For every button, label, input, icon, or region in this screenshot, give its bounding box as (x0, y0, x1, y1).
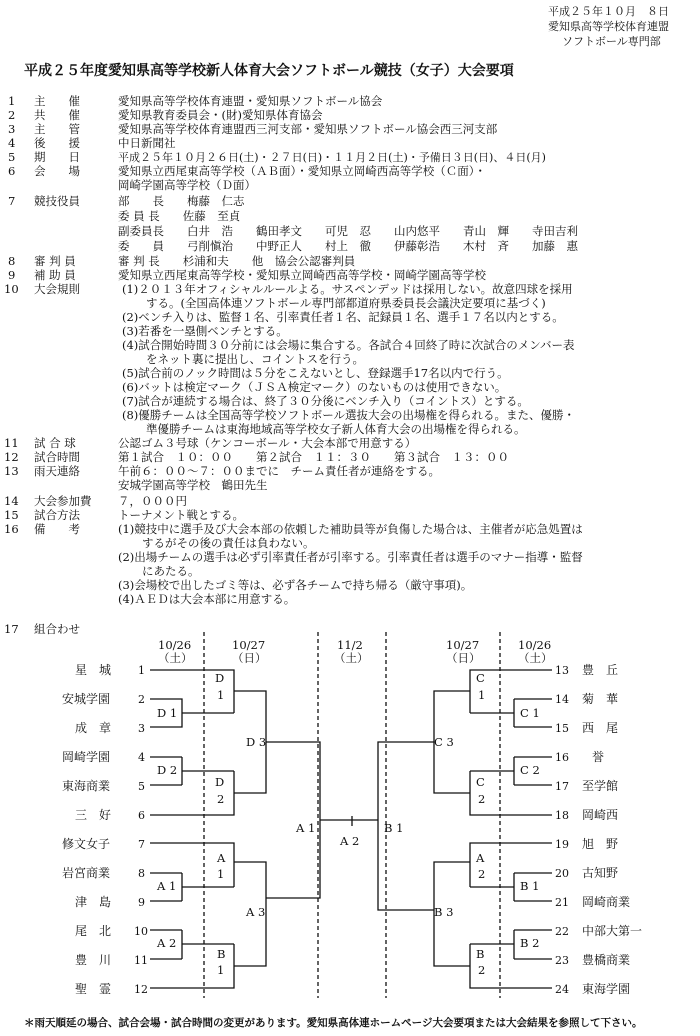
section-num: 15 (4, 508, 19, 522)
match-label: 2 (217, 792, 225, 806)
team-name: 東海商業 (62, 779, 111, 793)
match-label: D 3 (246, 735, 267, 749)
header-date: 平成２５年１０月 ８日 (548, 5, 669, 18)
team-seed: 13 (555, 664, 569, 677)
match-label: 1 (217, 867, 225, 881)
team-seed: 14 (555, 693, 569, 706)
section-text: 愛知県教育委員会・(財)愛知県体育協会 (118, 108, 323, 122)
match-label: B (476, 947, 485, 961)
date-label: 11/2 (337, 638, 363, 652)
section-num: 17 (4, 622, 19, 636)
team-name: 古知野 (582, 866, 619, 880)
section-num: 10 (4, 282, 19, 296)
day-label: （日） (446, 651, 481, 665)
note-line: (2)出場チームの選手は必ず引率責任者が引率する。引率責任者は選手のマナー指導・監督 (118, 550, 583, 564)
section-num: 13 (4, 464, 19, 478)
section-text: 岡崎学園高等学校（Ｄ面） (118, 178, 256, 192)
match-label: D 2 (157, 763, 178, 777)
team-seed: 3 (138, 722, 145, 735)
team-seed: 20 (555, 867, 569, 880)
team-seed: 24 (555, 983, 569, 996)
team-seed: 1 (138, 664, 145, 677)
section-label: 備 考 (34, 522, 80, 536)
match-label: C 2 (520, 763, 540, 777)
date-label: 10/26 (518, 638, 552, 652)
team-name: 至学館 (582, 779, 619, 793)
section-label: 補 助 員 (34, 268, 76, 282)
section-num: 7 (8, 194, 16, 208)
team-name: 岩宮商業 (62, 866, 111, 880)
section-num: 16 (4, 522, 19, 536)
section-text: 公認ゴム３号球（ケンコーボール・大会本部で用意する） (118, 436, 417, 450)
team-name: 岡崎商業 (582, 895, 631, 909)
match-label: A (217, 851, 226, 865)
match-label: C 1 (520, 706, 540, 720)
day-label: （日） (232, 651, 267, 665)
section-num: 8 (8, 254, 16, 268)
team-seed: 6 (138, 809, 145, 822)
section-label: 競技役員 (34, 194, 80, 208)
section-text: 平成２５年１０月２６日(土)・２７日(日)・１１月２日(土)・予備日３日(日)、４日(月) (118, 151, 546, 164)
section-label: 試 合 球 (34, 436, 76, 450)
team-name: 修文女子 (62, 837, 111, 851)
section-text: 愛知県立西尾東高等学校（ＡＢ面）・愛知県立岡崎西高等学校（Ｃ面）・ (118, 164, 486, 178)
team-seed: 15 (555, 722, 569, 735)
match-label: 2 (478, 792, 486, 806)
section-label: 後 援 (34, 136, 80, 150)
team-name: 豊 丘 (582, 663, 619, 677)
section-label: 試合時間 (34, 450, 80, 464)
section-num: 12 (4, 450, 19, 464)
section-label: 雨天連絡 (34, 464, 80, 478)
header-org1: 愛知県高等学校体育連盟 (548, 20, 669, 33)
team-name: 成 章 (75, 721, 112, 735)
section-label: 大会規則 (34, 282, 80, 296)
section-label: 主 催 (34, 94, 80, 108)
section-text: 午前６：００～７：００までに チーム責任者が連絡をする。 (118, 464, 440, 478)
note-line: (3)会場校で出したゴミ等は、必ず各チームで持ち帰る（厳守事項)。 (118, 578, 473, 592)
match-label: D (215, 671, 225, 685)
team-seed: 7 (138, 838, 145, 851)
section-label: 試合方法 (34, 508, 80, 522)
team-name: 星 城 (75, 663, 112, 677)
section-num: 9 (8, 268, 16, 282)
section-text: 愛知県高等学校体育連盟西三河支部・愛知県ソフトボール協会西三河支部 (118, 122, 498, 136)
team-name: 津 島 (75, 895, 112, 909)
match-label: A 1 (157, 879, 177, 893)
section-num: 14 (4, 494, 19, 508)
match-label: A 2 (157, 936, 177, 950)
section-label: 審 判 員 (34, 254, 76, 268)
section-text: 愛知県立西尾東高等学校・愛知県立岡崎西高等学校・岡崎学園高等学校 (118, 268, 486, 282)
section-num: 3 (8, 122, 16, 136)
team-name: 西 尾 (582, 721, 619, 735)
match-label: C (476, 671, 485, 685)
match-label: C 3 (434, 735, 454, 749)
rule-line: (2)ベンチ入りは、監督１名、引率責任者１名、記録員１名、選手１７名以内とする。 (122, 310, 564, 324)
rule-line: する。(全国高体連ソフトボール専門部都道府県委員長会議決定要項に基づく) (146, 296, 546, 310)
team-seed: 19 (555, 838, 569, 851)
rule-line: (8)優勝チームは全国高等学校ソフトボール選抜大会の出場権を得られる。また、優勝・ (122, 408, 576, 422)
match-label: 1 (478, 688, 486, 702)
match-label: B 1 (384, 821, 404, 835)
team-seed: 5 (138, 780, 145, 793)
section-text: 愛知県高等学校体育連盟・愛知県ソフトボール協会 (118, 94, 383, 108)
match-label: B (217, 947, 226, 961)
note-line: にあたる。 (142, 564, 200, 578)
match-label: 1 (217, 963, 225, 977)
team-name: 尾 北 (75, 924, 112, 938)
team-seed: 4 (138, 751, 145, 764)
rule-line: (6)バットは検定マーク（ＪＳＡ検定マーク）のないものは使用できない。 (122, 380, 507, 394)
team-name: 豊橋商業 (582, 953, 631, 967)
date-label: 10/27 (232, 638, 266, 652)
day-label: （土） (518, 651, 553, 665)
team-seed: 18 (555, 809, 569, 822)
team-seed: 23 (555, 954, 569, 967)
match-label: A 3 (246, 905, 266, 919)
team-seed: 9 (138, 896, 145, 909)
officials-row: 部 長 梅藤 仁志 (118, 194, 245, 208)
team-name: 中部大第一 (582, 924, 643, 938)
section-label: 期 日 (34, 150, 80, 164)
team-name: 三 好 (75, 808, 112, 822)
section-num: 1 (8, 94, 16, 108)
team-name: 菊 華 (582, 692, 619, 706)
section-num: 6 (8, 164, 16, 178)
match-label: A 1 (296, 821, 316, 835)
rule-line: (7)試合が連続する場合は、終了３０分後にベンチ入り（コイントス）とする。 (122, 394, 529, 408)
officials-row: 委 員 長 佐藤 至貞 (118, 209, 241, 223)
section-label: 組合わせ (34, 622, 80, 636)
section-num: 5 (8, 150, 16, 164)
team-seed: 22 (555, 925, 569, 938)
match-label: D 1 (157, 706, 178, 720)
team-seed: 17 (555, 780, 569, 793)
section-label: 会 場 (34, 164, 80, 178)
day-label: （土） (158, 651, 193, 665)
page-title: 平成２５年度愛知県高等学校新人体育大会ソフトボール競技（女子）大会要項 (24, 63, 514, 79)
section-num: 11 (4, 436, 19, 450)
match-label: D (215, 775, 225, 789)
team-seed: 12 (134, 983, 148, 996)
team-name: 豊 川 (75, 953, 112, 967)
rule-line: をネット裏に提出し、コイントスを行う。 (146, 352, 365, 366)
team-seed: 11 (134, 954, 148, 967)
section-text: ７，０００円 (118, 494, 187, 508)
date-label: 10/26 (158, 638, 192, 652)
match-label: A 2 (340, 834, 360, 848)
team-seed: 2 (138, 693, 145, 706)
date-label: 10/27 (446, 638, 480, 652)
footnote: ＊雨天順延の場合、試合会場・試合時間の変更があります。愛知県高体連ホームページ大会要項または大会結果を参照して下さい。 (24, 1017, 643, 1029)
note-line: (4)ＡＥＤは大会本部に用意する。 (118, 592, 296, 606)
team-name: 旭 野 (582, 837, 619, 851)
rule-line: 準優勝チームは東海地域高等学校女子新人体育大会の出場権を得られる。 (146, 422, 526, 436)
match-label: B 1 (520, 879, 540, 893)
bracket-lines (0, 620, 700, 1000)
officials-row: 副委員長 白井 浩 鶴田孝文 可児 忍 山内悠平 青山 輝 寺田吉利 (118, 224, 578, 238)
team-seed: 8 (138, 867, 145, 880)
section-label: 共 催 (34, 108, 80, 122)
header-org2: ソフトボール専門部 (562, 35, 661, 48)
rule-line: (4)試合開始時間３０分前には会場に集合する。各試合４回終了時に次試合のメンバー表 (122, 338, 575, 352)
match-label: 1 (217, 688, 225, 702)
officials-row: 委 員 弓削愼治 中野正人 村上 徹 伊藤彰浩 木村 斉 加藤 惠 (118, 239, 578, 253)
team-seed: 16 (555, 751, 569, 764)
rule-line: (3)若番を一塁側ベンチとする。 (122, 324, 288, 338)
section-num: 2 (8, 108, 16, 122)
team-name: 岡崎学園 (62, 750, 111, 764)
section-label: 大会参加費 (34, 494, 92, 508)
match-label: A (476, 851, 485, 865)
team-name: 誉 (592, 750, 605, 764)
team-seed: 10 (134, 925, 148, 938)
section-num: 4 (8, 136, 16, 150)
rule-line: (5)試合前のノック時間は５分をこえないとし、登録選手17名以内で行う。 (122, 366, 509, 380)
match-label: B 2 (520, 936, 540, 950)
match-label: C (476, 775, 485, 789)
section-text: 安城学園高等学校 鶴田先生 (118, 478, 268, 492)
note-line: (1)競技中に選手及び大会本部の依頼した補助員等が負傷した場合は、主催者が応急処置は (118, 522, 583, 536)
team-name: 岡崎西 (582, 808, 619, 822)
team-name: 安城学園 (62, 692, 111, 706)
rule-line: (1)２０１３年オフィシャルルールよる。サスペンデッドは採用しない。故意四球を採用 (122, 282, 573, 296)
team-seed: 21 (555, 896, 569, 909)
section-text: 審 判 長 杉浦和夫 他 協会公認審判員 (118, 254, 356, 268)
team-name: 聖 霊 (75, 982, 112, 996)
section-text: トーナメント戦とする。 (118, 508, 245, 522)
section-text: 中日新聞社 (118, 136, 176, 150)
day-label: （土） (334, 651, 369, 665)
match-label: B 3 (434, 905, 454, 919)
note-line: するがその後の責任は負わない。 (142, 536, 315, 550)
match-label: 2 (478, 867, 486, 881)
team-name: 東海学園 (582, 982, 631, 996)
section-label: 主 管 (34, 122, 80, 136)
match-label: 2 (478, 963, 486, 977)
section-text: 第１試合 １０：００ 第２試合 １１：３０ 第３試合 １３：００ (118, 450, 509, 464)
